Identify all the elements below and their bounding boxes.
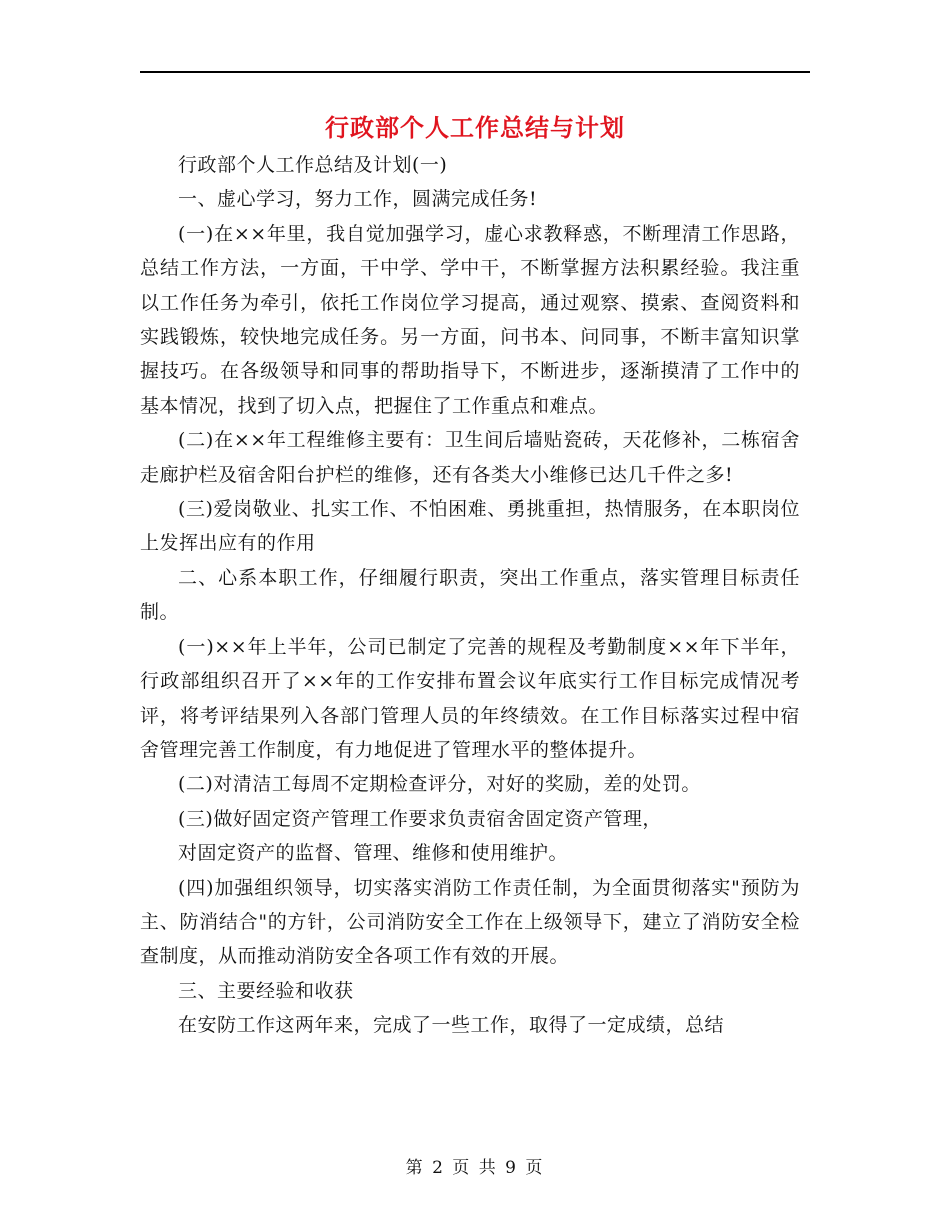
page-number-footer: 第 2 页 共 9 页 xyxy=(405,1158,545,1178)
paragraph: (一)在××年里，我自觉加强学习，虚心求教释惑，不断理清工作思路，总结工作方法，一方面，干中学、学中干，不断掌握方法积累经验。我注重以工作任务为牵引，依托工作岗位学习提高，通过观察、摸索、查阅资料和实践锻炼，较快地完成任务。另一方面，问书本、问同事，不断丰富知识掌握技巧。在各级领导和同事的帮助指导下，不断进步，逐渐摸清了工作中的基本情况，找到了切入点，把握住了工作重点和难点。 xyxy=(140,222,800,417)
paragraph: 在安防工作这两年来，完成了一些工作，取得了一定成绩，总结 xyxy=(178,1014,725,1037)
header-rule xyxy=(140,71,810,73)
paragraph: (三)做好固定资产管理工作要求负责宿舍固定资产管理， xyxy=(178,807,662,830)
paragraph: 一、虚心学习，努力工作，圆满完成任务! xyxy=(178,188,538,211)
paragraph: 行政部个人工作总结及计划(一) xyxy=(178,154,448,176)
paragraph: 对固定资产的监督、管理、维修和使用维护。 xyxy=(178,842,569,865)
document-title: 行政部个人工作总结与计划 xyxy=(325,113,625,142)
paragraph: 三、主要经验和收获 xyxy=(178,979,354,1002)
document-body xyxy=(140,148,800,1043)
paragraph: (一)××年上半年，公司已制定了完善的规程及考勤制度××年下半年，行政部组织召开了××年的工作安排布置会议年底实行工作目标完成情况考评，将考评结果列入各部门管理人员的年终绩效。在工作目标落实过程中宿舍管理完善工作制度，有力地促进了管理水平的整体提升。 xyxy=(140,635,800,761)
paragraph: (三)爱岗敬业、扎实工作、不怕困难、勇挑重担，热情服务，在本职岗位上发挥出应有的作用 xyxy=(140,498,800,555)
paragraph: (四)加强组织领导，切实落实消防工作责任制，为全面贯彻落实"预防为主、防消结合"的方针，公司消防安全工作在上级领导下，建立了消防安全检查制度，从而推动消防安全各项工作有效的开展。 xyxy=(140,876,800,968)
paragraph: (二)在××年工程维修主要有：卫生间后墙贴瓷砖，天花修补，二栋宿舍走廊护栏及宿舍阳台护栏的维修，还有各类大小维修已达几千件之多! xyxy=(140,429,800,486)
paragraph: 二、心系本职工作，仔细履行职责，突出工作重点，落实管理目标责任制。 xyxy=(140,566,800,624)
paragraph: (二)对清洁工每周不定期检查评分，对好的奖励，差的处罚。 xyxy=(178,773,701,796)
